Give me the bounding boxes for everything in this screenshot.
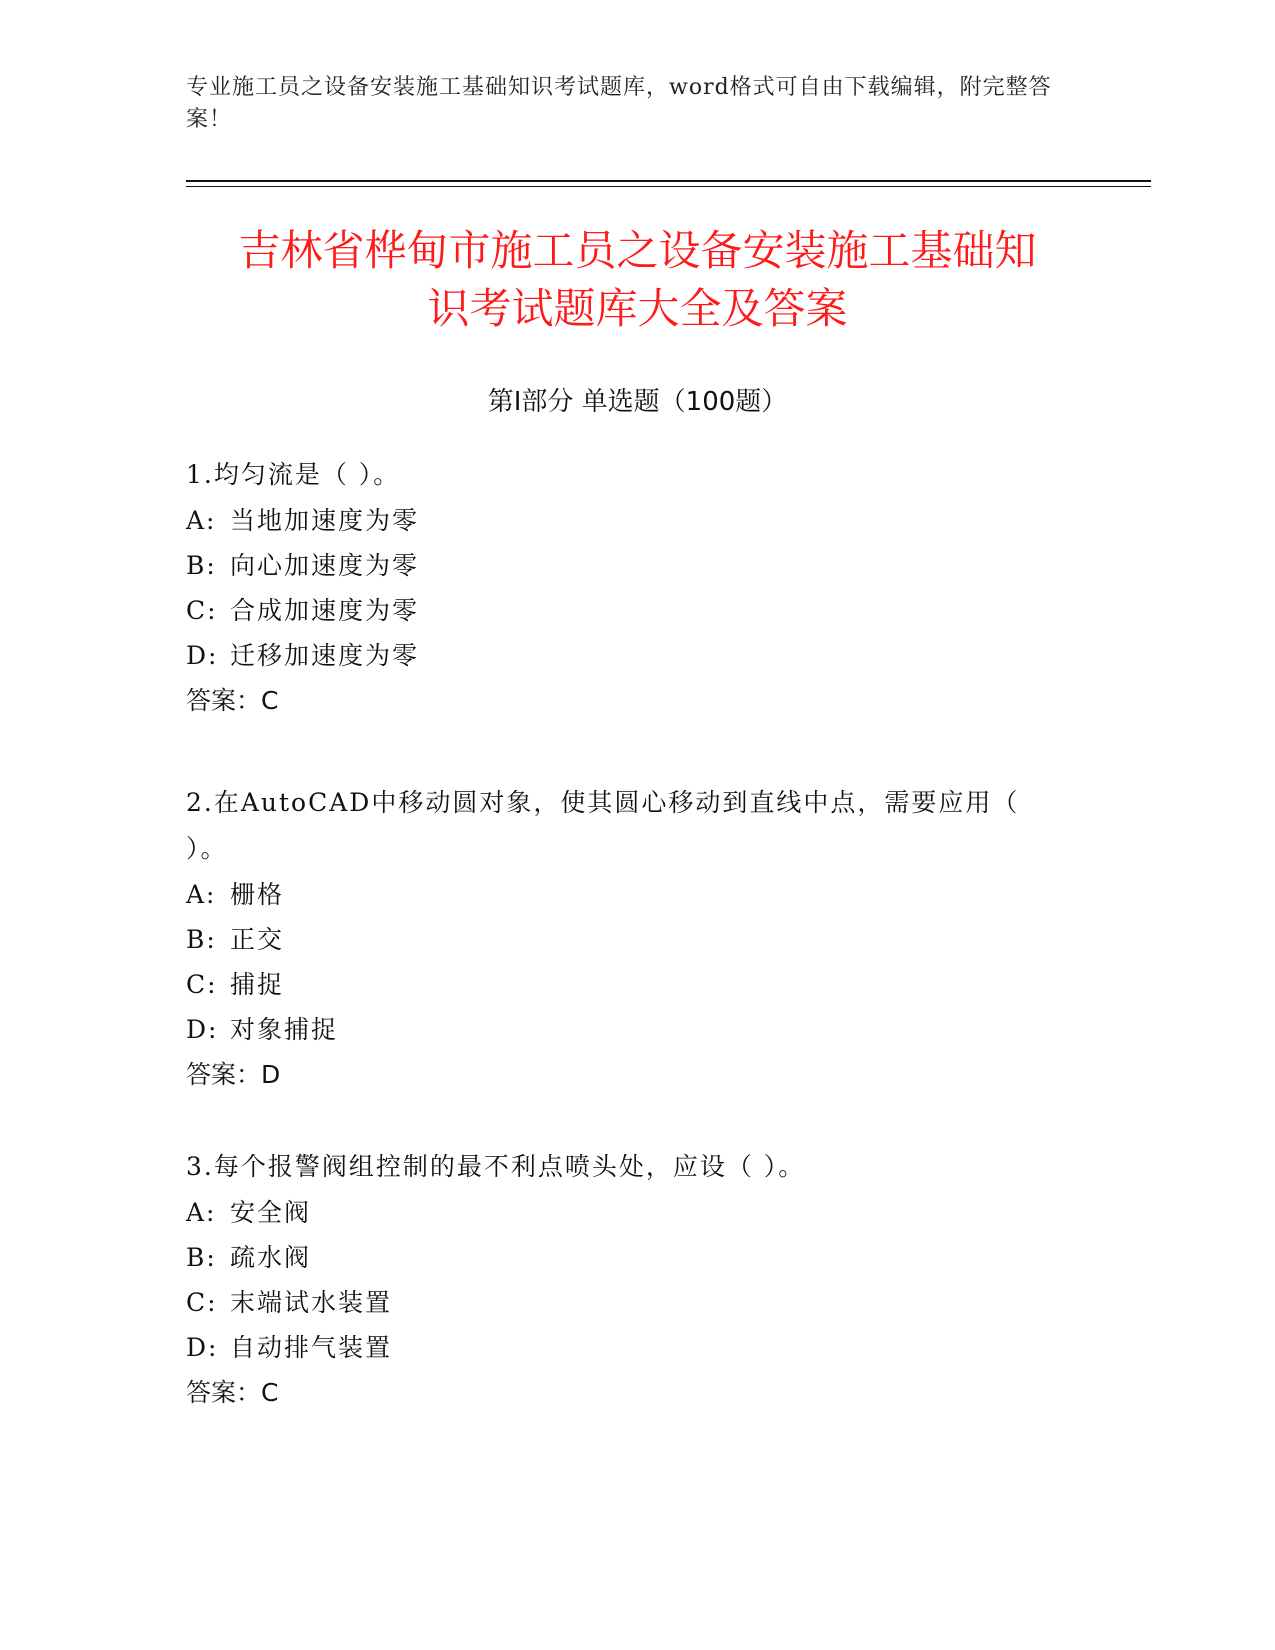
document-title [150,222,1125,338]
option-d [186,1007,1066,1052]
option-letter: C: [186,596,218,625]
option-text: 栅格 [230,880,285,909]
option-b [186,1235,1066,1280]
option-letter: C: [186,970,218,999]
header-divider-thin [186,186,1151,187]
option-text: 合成加速度为零 [230,596,420,625]
answer: 答案：D [186,1060,281,1089]
option-letter: C: [186,1288,218,1317]
option-a [186,1190,1066,1235]
question-stem: 1.均匀流是（ ）。 [186,460,401,489]
option-text: 迁移加速度为零 [230,641,420,670]
question-2 [186,780,1066,1098]
option-text: 末端试水装置 [230,1288,393,1317]
option-d [186,1325,1066,1370]
answer: 答案：C [186,1378,279,1407]
document-title-line1: 吉林省桦甸市施工员之设备安装施工基础知 [238,226,1037,275]
option-text: 自动排气装置 [230,1333,393,1362]
document-title-line2: 识考试题库大全及答案 [427,284,848,333]
option-b [186,917,1066,962]
option-letter: D: [186,1015,219,1044]
option-text: 安全阀 [230,1198,312,1227]
option-text: 当地加速度为零 [230,506,420,535]
option-a [186,872,1066,917]
option-letter: B: [186,551,217,580]
option-letter: B: [186,1243,217,1272]
option-letter: D: [186,1333,219,1362]
question-stem: 3.每个报警阀组控制的最不利点喷头处，应设（ ）。 [186,1152,806,1181]
option-text: 正交 [230,925,285,954]
option-letter: B: [186,925,217,954]
header-divider [186,180,1151,182]
option-text: 对象捕捉 [230,1015,339,1044]
option-letter: A: [186,506,217,535]
option-a [186,498,1066,543]
option-b [186,543,1066,588]
section-heading: 第Ⅰ部分 单选题（100题） [487,387,788,417]
option-c [186,1280,1066,1325]
option-text: 向心加速度为零 [230,551,420,580]
option-d [186,633,1066,678]
header-note: 专业施工员之设备安装施工基础知识考试题库，word格式可自由下载编辑，附完整答案！ [186,75,1052,132]
option-text: 捕捉 [230,970,285,999]
answer: 答案：C [186,686,279,715]
question-stem: 2.在AutoCAD中移动圆对象，使其圆心移动到直线中点，需要应用（ ）。 [186,788,1020,863]
question-1 [186,452,1066,724]
option-letter: D: [186,641,219,670]
option-letter: A: [186,1198,217,1227]
option-c [186,588,1066,633]
option-text: 疏水阀 [230,1243,312,1272]
question-3 [186,1144,1066,1416]
option-c [186,962,1066,1007]
option-letter: A: [186,880,217,909]
